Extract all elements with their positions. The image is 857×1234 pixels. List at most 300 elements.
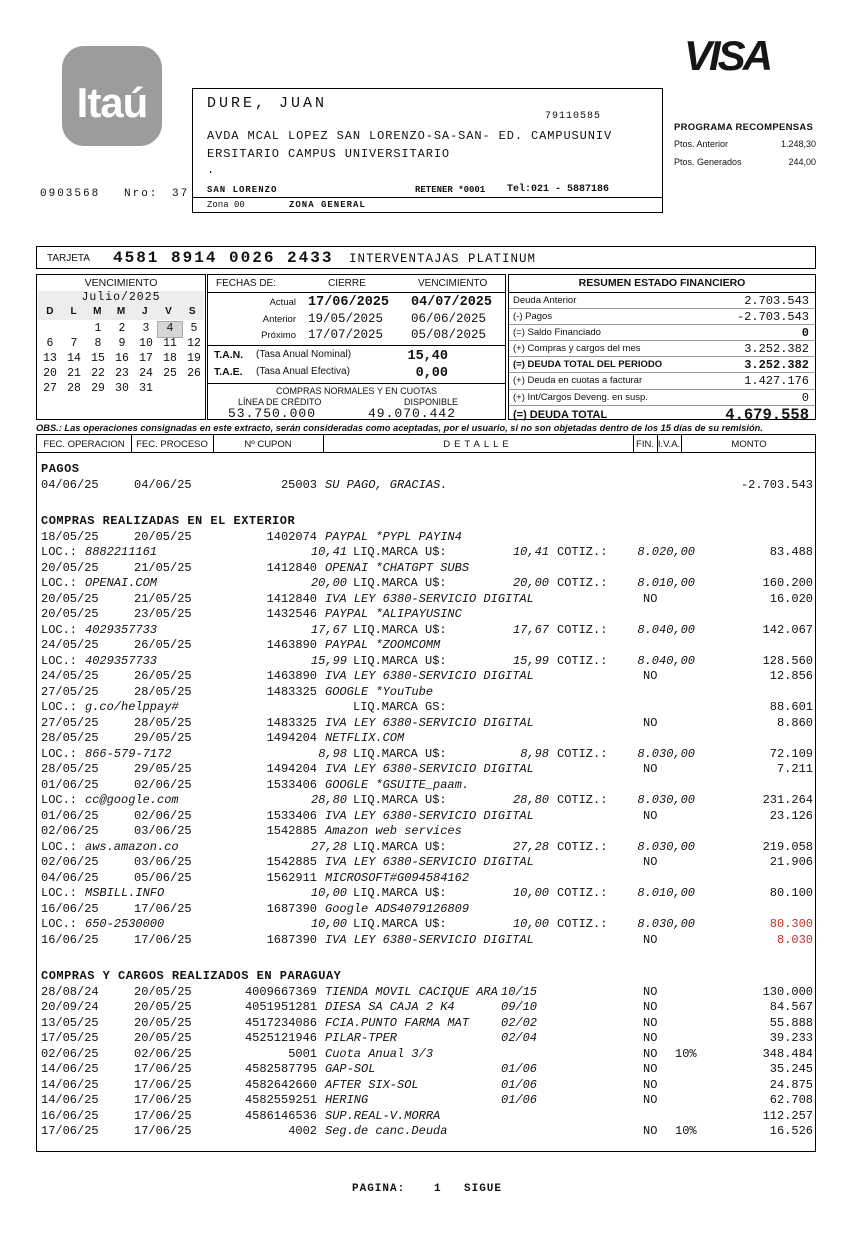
exchange-rate: 8.030,00 (637, 793, 695, 807)
coupon-number: 1432546 (266, 607, 317, 621)
calendar-week-row (38, 322, 206, 337)
liq-marca-label: LIQ.MARCA U$: (353, 622, 447, 637)
operation-date: 17/06/25 (41, 1124, 99, 1138)
transaction-loc-row (37, 545, 815, 561)
amount: 160.200 (762, 576, 813, 590)
process-date: 17/06/25 (134, 901, 192, 916)
amount: 231.264 (762, 793, 813, 807)
transaction-loc-row (37, 747, 815, 763)
process-date: 17/06/25 (134, 1108, 192, 1123)
rewards-prev-label: Ptos. Anterior (674, 139, 729, 149)
operation-date: 28/05/25 (41, 762, 99, 776)
process-date: 20/05/25 (134, 1000, 192, 1014)
original-amount: 10,41 (310, 545, 347, 559)
detail: Cuota Anual 3/3 (325, 1046, 434, 1061)
process-date: 26/05/25 (134, 638, 192, 652)
row-label: Próximo (261, 330, 296, 341)
exchange-rate: 8.040,00 (637, 622, 695, 637)
calendar-day-22: 22 (91, 367, 105, 380)
detail: TIENDA MOVIL CACIQUE ARA (325, 984, 498, 999)
calendar-day-10: 10 (139, 337, 153, 350)
rewards-prev-value: 1.248,30 (780, 139, 816, 149)
financed-flag: NO (643, 984, 658, 999)
transaction-row (37, 1047, 815, 1063)
spacer-row (37, 493, 815, 514)
transaction-row (37, 669, 815, 685)
summary-value: 2.703.543 (744, 294, 809, 308)
transaction-row (37, 1031, 815, 1047)
calendar-day-1: 1 (94, 322, 102, 335)
detail: Amazon web services (325, 824, 462, 838)
coupon-number: 25003 (280, 477, 317, 492)
transaction-row (37, 824, 815, 840)
tan-value: 15,40 (407, 349, 448, 364)
liq-amount: 10,00 (512, 886, 549, 900)
financed-flag: NO (643, 591, 658, 606)
column-divider (681, 435, 682, 452)
original-amount: 27,28 (310, 839, 347, 854)
summary-value: 0 (801, 326, 809, 341)
iva-rate: 10% (675, 1124, 697, 1138)
statement-code: 0903568 (40, 188, 101, 200)
rewards-gen-label: Ptos. Generados (674, 157, 742, 167)
calendar-day-27: 27 (43, 382, 57, 395)
calendar-day-4: 4 (158, 322, 182, 337)
transaction-loc-row (37, 917, 815, 933)
detail: OPENAI *CHATGPT SUBS (325, 560, 470, 575)
loc-value: OPENAI.COM (85, 576, 158, 590)
coupon-number: 1687390 (266, 932, 317, 947)
detail: GAP-SOL (325, 1062, 376, 1076)
financed-flag: NO (643, 762, 658, 776)
liq-marca-label: LIQ.MARCA U$: (353, 886, 447, 900)
detail: IVA LEY 6380-SERVICIO DIGITAL (325, 591, 534, 606)
coupon-number: 4582559251 (244, 1093, 317, 1107)
amount: 23.126 (769, 808, 813, 823)
liq-amount: 8,98 (520, 746, 549, 761)
transaction-row (37, 985, 815, 1001)
detail: FCIA.PUNTO FARMA MAT (325, 1015, 470, 1030)
summary-value: 1.427.176 (744, 374, 809, 389)
cotiz-label: COTIZ.: (557, 746, 608, 761)
dates-row-anterior (208, 312, 505, 328)
financed-flag: NO (643, 808, 658, 823)
process-date: 20/05/25 (134, 1031, 192, 1045)
cotiz-label: COTIZ.: (557, 793, 608, 807)
amount: 21.906 (769, 855, 813, 869)
transaction-row (37, 762, 815, 778)
operation-date: 27/05/25 (41, 715, 99, 730)
process-date: 02/06/25 (134, 808, 192, 823)
coupon-number: 1533406 (266, 777, 317, 792)
spacer-row (37, 948, 815, 969)
coupon-number: 4517234086 (244, 1015, 317, 1030)
operation-date: 14/06/25 (41, 1062, 99, 1076)
installment: 01/06 (501, 1093, 538, 1107)
liq-marca-label: LIQ.MARCA U$: (353, 839, 447, 854)
coupon-number: 1463890 (266, 669, 317, 683)
loc-label: LOC.: (41, 793, 78, 807)
coupon-number: 1483325 (266, 684, 317, 699)
calendar-month: Julio/2025 (38, 291, 204, 306)
column-divider (657, 435, 658, 452)
operation-date: 14/06/25 (41, 1077, 99, 1092)
coupon-number: 1542885 (266, 824, 317, 838)
address-line-2: ERSITARIO CAMPUS UNIVERSITARIO (207, 147, 451, 161)
customer-name: DURE, JUAN (207, 95, 328, 112)
summary-row (509, 309, 815, 325)
dates-header-label: FECHAS DE: (216, 278, 277, 289)
operation-date: 20/05/25 (41, 591, 99, 606)
financed-flag: NO (643, 669, 658, 683)
calendar-day-29: 29 (91, 382, 105, 395)
transaction-row (37, 902, 815, 918)
calendar-day-header: S (188, 306, 196, 317)
operation-date: 16/06/25 (41, 932, 99, 947)
calendar-day-30: 30 (115, 382, 129, 395)
loc-value: 866-579-7172 (85, 746, 172, 761)
transaction-row (37, 809, 815, 825)
detail: SUP.REAL-V.MORRA (325, 1108, 441, 1123)
amount: 84.567 (769, 1000, 813, 1014)
calendar-day-19: 19 (187, 352, 201, 365)
summary-value: 4.679.558 (725, 405, 809, 424)
calendar-day-25: 25 (163, 367, 177, 380)
operation-date: 20/09/24 (41, 1000, 99, 1014)
page-footer (352, 1183, 503, 1195)
operation-date: 28/08/24 (41, 984, 99, 999)
address-line-1: AVDA MCAL LOPEZ SAN LORENZO-SA-SAN- ED. CAMPUSUNIV (207, 129, 613, 143)
amount: 7.211 (776, 762, 813, 776)
transactions-header (36, 434, 816, 453)
summary-value: -2.703.543 (736, 310, 809, 325)
transaction-row (37, 778, 815, 794)
detail: GOOGLE *GSUITE_paam. (325, 777, 470, 792)
transaction-row (37, 1093, 815, 1109)
customer-address-box (192, 88, 663, 213)
coupon-number: 1494204 (266, 762, 317, 776)
summary-label: (+) Compras y cargos del mes (513, 343, 641, 355)
process-date: 20/05/25 (134, 984, 192, 999)
exchange-rate: 8.010,00 (637, 576, 695, 590)
calendar-day-15: 15 (91, 352, 105, 365)
calendar-day-5: 5 (190, 322, 198, 335)
venc-date: 06/06/2025 (411, 312, 487, 326)
card-number: 4581 8914 0026 2433 (113, 249, 334, 267)
operation-date: 16/06/25 (41, 901, 99, 916)
section-title: COMPRAS Y CARGOS REALIZADOS EN PARAGUAY (41, 969, 342, 983)
calendar-day-21: 21 (67, 367, 81, 380)
transaction-row (37, 1124, 815, 1140)
loc-value: 8882211161 (85, 545, 158, 559)
cierre-date: 17/06/2025 (308, 295, 390, 310)
loc-label: LOC.: (41, 622, 78, 637)
summary-label: (=) DEUDA TOTAL DEL PERIODO (513, 359, 663, 371)
transactions-body (36, 453, 816, 1152)
liq-amount: 10,41 (512, 545, 549, 559)
rewards-gen-value: 244,00 (788, 157, 816, 167)
loc-label: LOC.: (41, 839, 78, 854)
tae-row (208, 366, 505, 383)
detail: HERING (325, 1093, 369, 1107)
summary-value: 3.252.382 (744, 342, 809, 357)
loc-value: g.co/helppay# (85, 700, 179, 714)
liq-amount: 20,00 (512, 576, 549, 590)
amount: 12.856 (769, 669, 813, 683)
coupon-number: 1412840 (266, 560, 317, 575)
cotiz-label: COTIZ.: (557, 886, 608, 900)
dates-row-proximo (208, 328, 505, 344)
detail: IVA LEY 6380-SERVICIO DIGITAL (325, 715, 534, 730)
exchange-rate: 8.030,00 (637, 917, 695, 931)
coupon-number: 4009667369 (244, 984, 317, 999)
calendar-title: VENCIMIENTO (84, 277, 158, 289)
amount: 62.708 (769, 1093, 813, 1107)
coupon-number: 1687390 (266, 901, 317, 916)
operation-date: 18/05/25 (41, 529, 99, 544)
calendar-day-12: 12 (187, 337, 201, 350)
detail: Google ADS4079126809 (325, 901, 470, 916)
calendar-day-7: 7 (70, 337, 78, 350)
card-label: TARJETA (47, 253, 90, 264)
page-label: PAGINA: (352, 1183, 406, 1195)
col-detalle: DETALLE (443, 439, 513, 450)
cotiz-label: COTIZ.: (557, 839, 608, 854)
process-date: 17/06/25 (134, 932, 192, 947)
dates-header-cierre: CIERRE (328, 278, 366, 289)
liq-marca-label: LIQ.MARCA U$: (353, 793, 447, 807)
process-date: 17/06/25 (134, 1124, 192, 1138)
detail: GOOGLE *YouTube (325, 684, 434, 699)
page-next: SIGUE (464, 1183, 503, 1195)
transaction-row (37, 530, 815, 546)
calendar-day-26: 26 (187, 367, 201, 380)
loc-label: LOC.: (41, 700, 78, 714)
calendar-day-empty (158, 382, 182, 397)
liq-marca-label: LIQ.MARCA U$: (353, 576, 447, 590)
original-amount: 10,00 (310, 917, 347, 931)
page-number: 1 (434, 1183, 442, 1195)
process-date: 04/06/25 (134, 477, 192, 492)
calendar-day-9: 9 (118, 337, 126, 350)
operation-date: 02/06/25 (41, 1046, 99, 1061)
transaction-row (37, 592, 815, 608)
calendar-day-16: 16 (115, 352, 129, 365)
customer-ref-number: 79110585 (545, 111, 602, 122)
coupon-number: 1483325 (266, 715, 317, 730)
financed-flag: NO (643, 1015, 658, 1030)
calendar-week-row (38, 352, 206, 367)
calendar-day-empty (38, 322, 62, 337)
installment: 10/15 (501, 984, 538, 999)
calendar-day-11: 11 (163, 337, 177, 350)
summary-row (509, 341, 815, 357)
loc-value: 4029357733 (85, 622, 158, 637)
coupon-number: 1463890 (266, 638, 317, 652)
detail: IVA LEY 6380-SERVICIO DIGITAL (325, 855, 534, 869)
process-date: 05/06/25 (134, 870, 192, 885)
coupon-number: 5001 (288, 1046, 317, 1061)
calendar-day-18: 18 (163, 352, 177, 365)
loc-label: LOC.: (41, 886, 78, 900)
dates-box (207, 274, 506, 420)
calendar-day-header: M (116, 306, 126, 317)
loc-label: LOC.: (41, 576, 78, 590)
detail: PILAR-TPER (325, 1031, 398, 1045)
loc-value: 4029357733 (85, 653, 158, 668)
calendar-day-28: 28 (67, 382, 81, 395)
col-fin: FIN. (636, 439, 654, 450)
process-date: 17/06/25 (134, 1077, 192, 1092)
customer-city: SAN LORENZO (207, 185, 278, 195)
financed-flag: NO (643, 1124, 658, 1138)
transaction-row (37, 478, 815, 494)
transaction-loc-row (37, 576, 815, 592)
loc-label: LOC.: (41, 746, 78, 761)
calendar-day-header: L (70, 306, 77, 317)
exchange-rate: 8.020,00 (637, 545, 695, 559)
col-fec-operacion: FEC. OPERACION (43, 439, 125, 450)
financed-flag: NO (643, 715, 658, 730)
process-date: 02/06/25 (134, 777, 192, 792)
transaction-row (37, 1062, 815, 1078)
summary-title: RESUMEN ESTADO FINANCIERO (578, 277, 746, 289)
transaction-row (37, 1016, 815, 1032)
financed-flag: NO (643, 1077, 658, 1092)
card-box (36, 246, 816, 269)
col-monto: MONTO (731, 439, 767, 450)
calendar-week-row (38, 367, 206, 382)
coupon-number: 4051951281 (244, 1000, 317, 1014)
original-amount: 20,00 (310, 576, 347, 590)
transaction-loc-row (37, 793, 815, 809)
process-date: 03/06/25 (134, 824, 192, 838)
operation-date: 24/05/25 (41, 638, 99, 652)
calendar-day-17: 17 (139, 352, 153, 365)
detail: IVA LEY 6380-SERVICIO DIGITAL (325, 808, 534, 823)
statement-code-line (40, 188, 190, 200)
calendar-day-24: 24 (139, 367, 153, 380)
amount: 128.560 (762, 653, 813, 668)
amount: 16.020 (769, 591, 813, 606)
original-amount: 15,99 (310, 653, 347, 668)
liq-marca-label: LIQ.MARCA U$: (353, 653, 447, 668)
financed-flag: NO (643, 1046, 658, 1061)
venc-date: 05/08/2025 (411, 328, 487, 342)
installment: 01/06 (501, 1062, 538, 1076)
transaction-row (37, 1078, 815, 1094)
venc-date: 04/07/2025 (411, 295, 493, 310)
original-amount: 28,80 (310, 793, 347, 807)
transaction-loc-row (37, 623, 815, 639)
zona-row (193, 197, 662, 213)
amount: 88.601 (769, 700, 813, 714)
dates-row-actual (208, 295, 505, 311)
financed-flag: NO (643, 1093, 658, 1107)
cotiz-label: COTIZ.: (557, 653, 608, 668)
calendar-weeks (38, 322, 206, 397)
loc-value: cc@google.com (85, 793, 179, 807)
installment: 02/04 (501, 1031, 538, 1045)
operation-date: 20/05/25 (41, 607, 99, 621)
amount: 72.109 (769, 746, 813, 761)
amount: 80.300 (769, 917, 813, 931)
available-value: 49.070.442 (368, 406, 457, 421)
cierre-date: 17/07/2025 (308, 328, 384, 342)
transaction-row (37, 607, 815, 623)
detail: PAYPAL *PYPL PAYIN4 (325, 529, 462, 544)
summary-row (509, 406, 815, 424)
summary-row (509, 373, 815, 389)
visa-logo: VISA (684, 32, 771, 79)
summary-value: 3.252.382 (744, 358, 809, 373)
coupon-number: 4525121946 (244, 1031, 317, 1045)
transaction-row (37, 933, 815, 949)
exchange-rate: 8.030,00 (637, 839, 695, 854)
financial-summary-box (508, 274, 816, 424)
amount: 348.484 (762, 1046, 813, 1061)
financed-flag: NO (643, 932, 658, 947)
operation-date: 02/06/25 (41, 855, 99, 869)
nro-value: 37 (172, 188, 190, 200)
coupon-number: 1562911 (266, 870, 317, 885)
operation-date: 13/05/25 (41, 1015, 99, 1030)
cierre-date: 19/05/2025 (308, 312, 384, 326)
operation-date: 17/05/25 (41, 1031, 99, 1045)
financed-flag: NO (643, 855, 658, 869)
divider (208, 383, 505, 384)
coupon-number: 4582587795 (244, 1062, 317, 1076)
calendar-day-14: 14 (67, 352, 81, 365)
process-date: 20/05/25 (134, 1015, 192, 1030)
due-date-calendar (36, 274, 206, 420)
summary-label: (-) Pagos (513, 311, 553, 323)
amount: 80.100 (769, 886, 813, 900)
amount: 8.030 (776, 932, 813, 947)
loc-label: LOC.: (41, 653, 78, 668)
calendar-day-6: 6 (46, 337, 54, 350)
summary-rows (509, 292, 815, 424)
amount: 219.058 (762, 839, 813, 854)
original-amount: 10,00 (310, 886, 347, 900)
calendar-day-20: 20 (43, 367, 57, 380)
calendar-day-2: 2 (118, 322, 126, 335)
amount: 24.875 (769, 1077, 813, 1092)
column-divider (633, 435, 634, 452)
summary-row (509, 390, 815, 406)
financed-flag: NO (643, 1031, 658, 1045)
original-amount: 17,67 (310, 622, 347, 637)
divider (208, 292, 505, 293)
loc-label: LOC.: (41, 545, 78, 559)
tan-desc: (Tasa Anual Nominal) (256, 349, 352, 360)
detail: PAYPAL *ZOOMCOMM (325, 638, 441, 652)
row-label: Actual (269, 297, 296, 308)
card-product: INTERVENTAJAS PLATINUM (349, 252, 537, 266)
column-divider (213, 435, 214, 452)
column-divider (323, 435, 324, 452)
liq-amount: 28,80 (512, 793, 549, 807)
summary-label: (+) Deuda en cuotas a facturar (513, 375, 643, 387)
process-date: 21/05/25 (134, 560, 192, 575)
detail: MICROSOFT#G094584162 (325, 870, 470, 885)
tan-row (208, 349, 505, 366)
amount: 55.888 (769, 1015, 813, 1030)
calendar-day-3: 3 (142, 322, 150, 335)
transaction-loc-row (37, 654, 815, 670)
process-date: 29/05/25 (134, 762, 192, 776)
liq-marca-label: LIQ.MARCA U$: (353, 917, 447, 931)
